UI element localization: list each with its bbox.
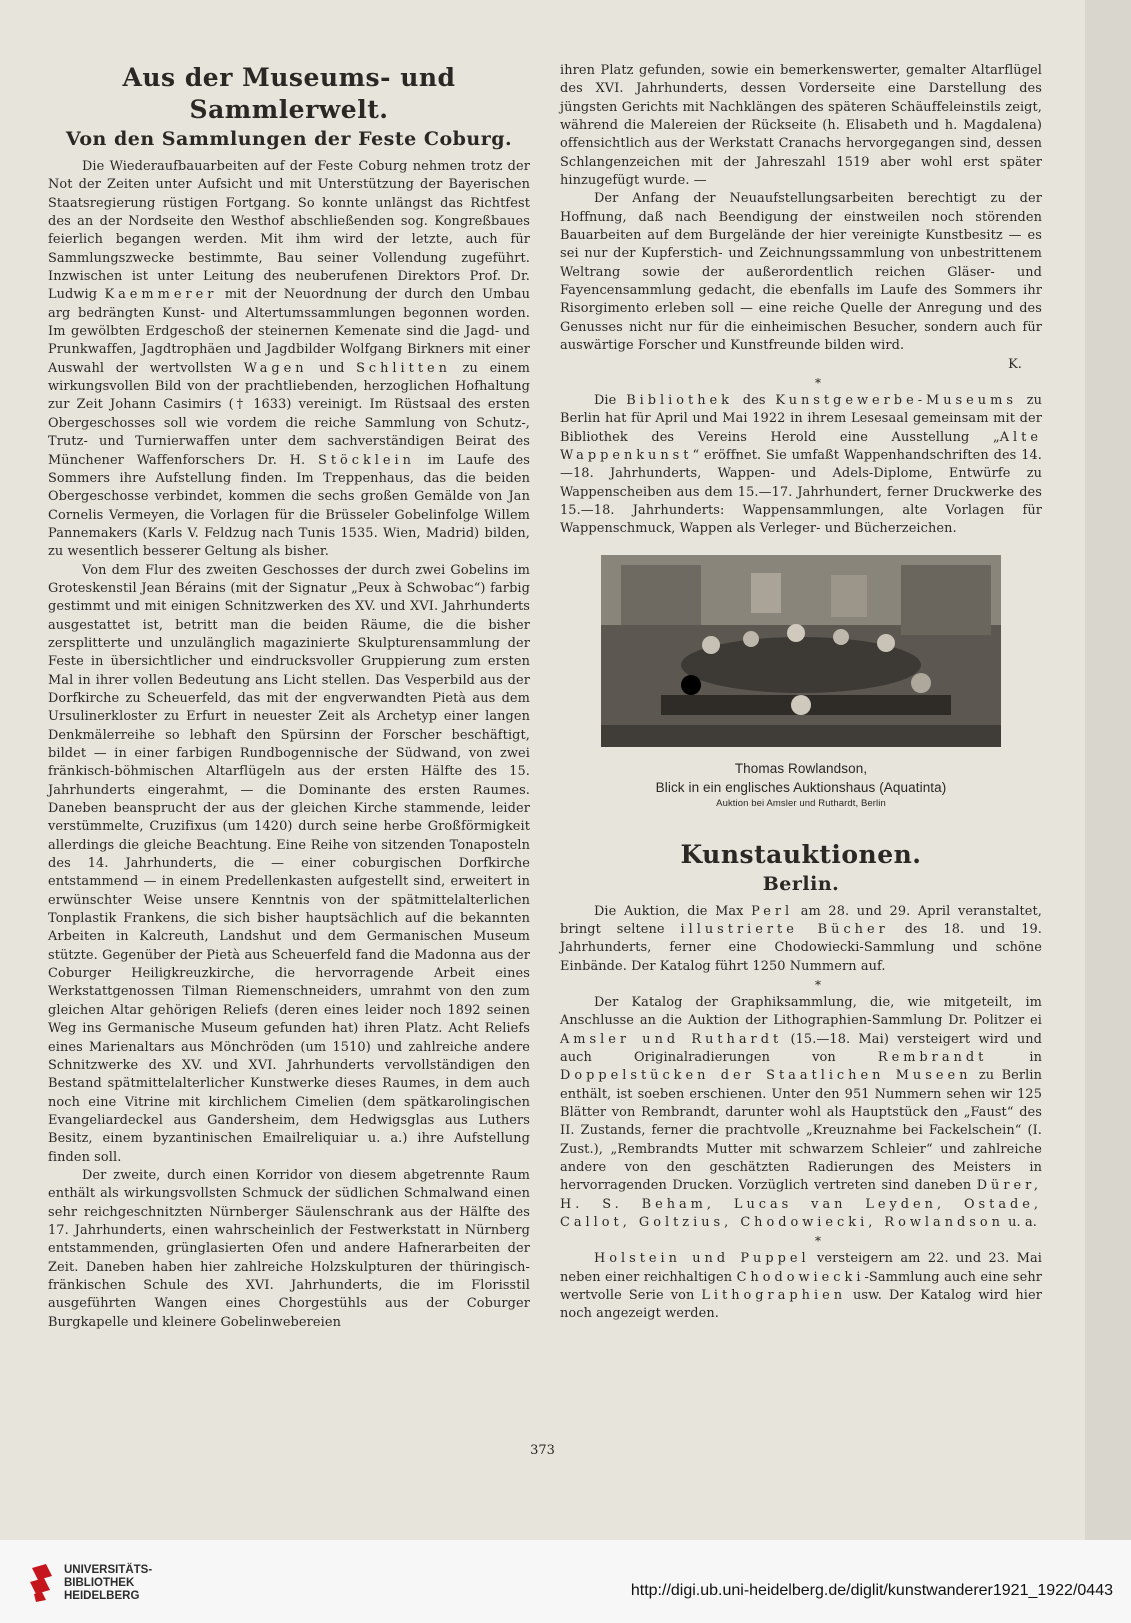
paragraph-coburg-3: Der zweite, durch einen Korridor von diesem abgetrennte Raum enthält als wirkungsvollsten Schmuck der südlichen Schmalwand einen sehr reichgeschnitzten Nürnberger Säulenschrank aus der Hälfte des 17. Jahrhunderts, einen wahrscheinlich der Festwerkstatt in Nürnberg entstammenden, grünglasierten Ofen und andere Hafnerarbeiten der Zeit. Daneben haben hier zahlreiche Holzskulpturen der thüringisch-fränkischen Schule des XVI. Jahrhunderts, die im Florisstil ausgeführten Wangen eines Chorgestühls aus der Coburger Burgkapelle und kleinere Gobelinwebereien (48, 1167, 530, 1330)
library-name: UNIVERSITÄTS- BIBLIOTHEK HEIDELBERG (64, 1564, 153, 1602)
paragraph-bibliothek: Die Bibliothek des Kunstgewerbe-Museums zu Berlin hat für April und Mai 1922 in ihrem Lesesaal gemeinsam mit der Bibliothek des Vereins Herold eine Ausstellung „Alte Wappenkunst“ eröffnet. Sie umfaßt Wappenhandschriften des 14.—18. Jahrhunderts, Wappen- und Adels-Diplome, Entwürfe zu Wappenscheiben aus dem 15.—17. Jahrhundert, ferner Druckwerke des 15.—18. Jahrhunderts: Wappensammlungen, alte Vorlagen für Wappenschmuck, Wappen als Verleger- und Bücherzeichen. (560, 392, 1043, 537)
caption-credit: Auktion bei Amsler und Ruthardt, Berlin (716, 797, 886, 809)
source-url[interactable]: http://digi.ub.uni-heidelberg.de/diglit/kunstwanderer1921_1922/0443 (630, 1582, 1113, 1599)
left-column (48, 62, 530, 1332)
paragraph-graphik: Der Katalog der Graphiksammlung, die, wie mitgeteilt, im Anschlusse an die Auktion der Lithographien-Sammlung Dr. Politzer ei Amsler und Ruthardt (15.—18. Mai) versteigert wird und auch Originalradierungen von Rembrandt in Doppelstücken der Staatlichen Museen zu Berlin enthält, ist soeben erschienen. Unter den 951 Nummern sehen wir 125 Blätter von Rembrandt, darunter wohl als Hauptstück den „Faust“ des II. Zustands, ferner die prachtvolle „Kreuznahme bei Fackelschein“ (I. Zust.), „Rembrandts Mutter mit schwarzem Schleier“ und zahlreiche andere von den geschätzten Radierungen des Meisters in hervorragenden Drucken. Vorzüglich vertreten sind daneben Dürer, H. S. Beham, Lucas van Leyden, Ostade, Callot, Goltzius, Chodowiecki, Rowlandson u. a. (560, 994, 1043, 1231)
figure-auction-house (560, 555, 1042, 811)
signature-initial: K. (1008, 356, 1022, 372)
subheading-berlin: Berlin. (762, 872, 840, 895)
paragraph-coburg-5: Der Anfang der Neuaufstellungsarbeiten berechtigt zu der Hoffnung, daß nach Beendigung der einstweilen noch störenden Bauarbeiten auf dem Burgelände der hier vereinigte Kunstbesitz — es sei nur der Kupferstich- und Zeichnungssammlung von unbestrittenem Weltrang sowie der außerordentlich reichen Gläser- und Fayencensammlung gedacht, die ebenfalls im Laufe des Sommers ihr Risorgimento erleben soll — eine reiche Quelle der Anregung und des Genusses nicht nur für die einheimischen Besucher, sondern auch für auswärtige Forscher und Kunstfreunde bilden wird. (560, 191, 1042, 354)
page-number: 373 (530, 1443, 555, 1458)
paragraph-coburg-4: ihren Platz gefunden, sowie ein bemerkenswerter, gemalter Altarflügel des XVI. Jahrhunderts, dessen Vorderseite eine Darstellung des jüngsten Gerichts mit Nachklängen des späteren Schäuffeleinstils zeigt, während die Malereien der Rückseite (h. Elisabeth und h. Magdalena) offensichtlich aus der Werkstatt Cranachs hervorgegangen sind, dessen Schlangenzeichen mit der Jahreszahl 1519 aber wohl erst später hinzugefügt wurde. — (560, 63, 1042, 189)
right-column (560, 62, 1042, 1324)
aquatinta-image (601, 555, 1001, 747)
paragraph-coburg-1: Die Wiederaufbauarbeiten auf der Feste Coburg nehmen trotz der Not der Zeiten unter Aufsicht und mit Unterstützung der Bayerischen Staatsregierung rüstigen Fortgang. So konnte unlängst das Richtfest des an der Nordseite den Westhof abschließenden sog. Kongreßbaues feierlich begangen werden. Mit ihm wird der letzte, auch für Sammlungszwecke bestimmte, Bau seiner Vollendung zugeführt. Inzwischen ist unter Leitung des neuberufenen Direktors Prof. Dr. Ludwig Kaemmerer mit der Neuordnung der durch den Umbau arg bedrängten Kunst- und Altertumssammlungen begonnen worden. Im gewölbten Erdgeschoß der steinernen Kemenate sind die Jagd- und Prunkwaffen, Jagdtrophäen und Jagdbilder Wolfgang Birkners mit einer Auswahl der wertvollsten Wagen und Schlitten zu einem wirkungsvollen Bild von der prachtliebenden, herzoglichen Hofhaltung zur Zeit Johann Casimirs († 1633) vereinigt. Im Rüstsaal des ersten Obergeschosses soll wie vordem die reiche Sammlung von Schutz-, Trutz- und Turnierwaffen unter dem sachverständigen Beirat des Münchener Waffenforschers Dr. H. Stöcklein im Laufe des Sommers ihre Aufstellung finden. Im Treppenhaus, das die beiden Obergeschosse verbindet, kommen die sechs großen Gemälde von Jan Cornelis Vermeyen, die Vorlagen für die Brüsseler Gobelinfolge Willem Pannemakers (Karls V. Feldzug nach Tunis 1535. Wien, Madrid) bilden, zu wesentlich besserer Geltung als bisher. (48, 159, 531, 560)
library-footer (0, 1540, 1131, 1623)
paragraph-perl: Die Auktion, die Max Perl am 28. und 29. April veranstaltet, bringt seltene illustrierte Bücher des 18. und 19. Jahrhunderts, ferner eine Chodowiecki-Sammlung und schöne Einbände. Der Katalog führt 1250 Nummern auf. (560, 903, 1042, 974)
paragraph-coburg-2: Von dem Flur des zweiten Geschosses der durch zwei Gobelins im Groteskenstil Jean Bérains (mit der Signatur „Peux à Schwobac“) farbig gestimmt und mit einigen Schnitzwerken des XV. und XVI. Jahrhunderts ausgestattet ist, betritt man die beiden Räume, die die bisher zersplitterte und unzulänglich magazinierte Skulpturensammlung der Feste in übersichtlicher und eindrucksvoller Gruppierung zum ersten Mal in ihrer vollen Bedeutung ans Licht stellen. Das Vesperbild aus der Dorfkirche zu Scheuerfeld, das mit der engverwandten Pietà aus dem Ursulinerkloster zu Erfurt in neuester Zeit als Archetyp einer langen Denkmälerreihe so lebhaft den Spürsinn der Forscher beschäftigt, bildet — in einer farbigen Rundbogennische der Südwand, von zwei fränkisch-böhmischen Altarflügeln aus der ersten Hälfte des 15. Jahrhunderts eingerahmt, — die Dominante des ersten Raumes. Daneben beansprucht der aus der gleichen Kirche stammende, leider verstümmelte, Cruzifixus (um 1420) durch seine herbe Großförmigkeit allerdings die gleiche Beachtung. Eine Reihe von sitzenden Tonaposteln des 14. Jahrhunderts, die — einer coburgischen Dorfkirche entstammend — in einem Predellenkasten aufgestellt sind, erweitert in erwünschter Weise unsere Kenntnis von der spätmittelalterlichen Tonplastik Frankens, die sich bisher hauptsächlich auf die bekannten Arbeiten in Kalcreuth, Landshut und dem Germanischen Museum stützte. Gegenüber der Pietà aus Scheuerfeld fand die Madonna aus der Coburger Heiligkreuzkirche, die hervorragende Arbeit eines Werkstattgenossen Tilman Riemenschneiders, umrahmt von den zum gleichen Altar gehörigen Reliefs (deren eines leider noch 1892 seinen Weg ins Germanische Museum gefunden hat) ihren Platz. Acht Reliefs eines Marienaltars aus Mönchröden (um 1510) und zahlreiche andere Schnitzwerke des XV. und XVI. Jahrhunderts vervollständigen den Bestand spätmittelalterlicher Kunstwerke dieses Raumes, in dem auch noch eine Vitrine mit kirchlichem Cimelien (dem spätkarolingischen Evangeliardeckel aus Gandersheim, dem Hedwigsglas aus Luthers Besitz, einem byzantinischen Emailreliquiar u. a.) ihre Aufstellung finden soll. (48, 562, 530, 1165)
section-heading-museum: Aus der Museums- und Sammlerwelt. (122, 63, 456, 124)
subheading-coburg: Von den Sammlungen der Feste Coburg. (65, 128, 513, 150)
caption-author: Thomas Rowlandson, (734, 760, 868, 776)
section-heading-auktionen: Kunstauktionen. (680, 839, 922, 869)
signature-line (560, 356, 1042, 374)
paragraph-holstein: Holstein und Puppel versteigern am 22. und 23. Mai neben einer reichhaltigen Chodowiecki-Sammlung auch eine sehr wertvolle Serie von Lithographien usw. Der Katalog wird hier noch angezeigt werden. (560, 1251, 1043, 1322)
caption-title: Blick in ein englisches Auktionshaus (Aquatinta) (655, 779, 947, 795)
separator-star-3: * (814, 1234, 822, 1249)
library-logo-icon (28, 1562, 56, 1606)
separator-star-2: * (814, 977, 822, 992)
separator-star: * (814, 375, 822, 390)
